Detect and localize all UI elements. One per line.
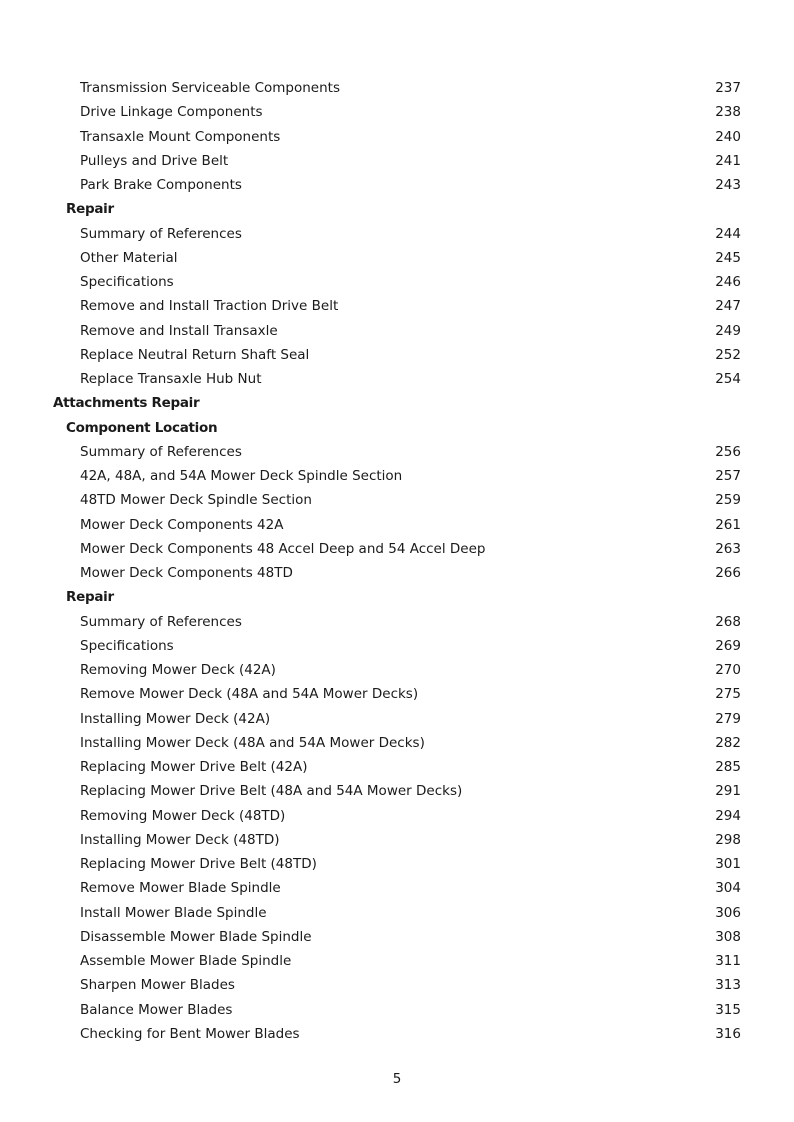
toc-entry-page-number: 282	[715, 734, 741, 751]
toc-entry-page-number: 316	[715, 1025, 741, 1042]
toc-subsection-heading[interactable]	[0, 197, 794, 221]
toc-entry-title: Transaxle Mount Components	[80, 128, 281, 145]
toc-entry-page-number: 291	[715, 783, 741, 800]
toc-entry-page-number: 240	[715, 128, 741, 145]
toc-entry-title: Summary of References	[80, 225, 242, 242]
toc-entry-title: Remove and Install Transaxle	[80, 322, 278, 339]
toc-entry-title: Balance Mower Blades	[80, 1001, 233, 1018]
toc-entry-page-number: 247	[715, 298, 741, 315]
toc-entry-title: Mower Deck Components 48TD	[80, 565, 293, 581]
toc-entry[interactable]	[0, 1022, 794, 1046]
toc-entry[interactable]	[0, 658, 794, 682]
toc-entry[interactable]	[0, 100, 794, 124]
toc-subsection-heading[interactable]	[0, 416, 794, 440]
toc-entry[interactable]	[0, 125, 794, 149]
toc-entry-page-number: 270	[715, 662, 741, 678]
toc-entry[interactable]	[0, 707, 794, 731]
toc-entry-page-number: 238	[715, 104, 741, 121]
toc-entry-title: Other Material	[80, 249, 178, 266]
toc-entry-title: Transmission Serviceable Components	[80, 80, 340, 96]
toc-entry[interactable]	[0, 488, 794, 512]
toc-entry[interactable]	[0, 270, 794, 294]
toc-entry-title: Replace Neutral Return Shaft Seal	[80, 346, 310, 363]
toc-entry-page-number: 244	[715, 225, 741, 242]
toc-entry-title: Specifications	[80, 637, 174, 654]
toc-entry-page-number: 311	[715, 953, 741, 969]
toc-entry[interactable]	[0, 367, 794, 391]
toc-entry[interactable]	[0, 76, 794, 100]
toc-entry-title: Mower Deck Components 42A	[80, 516, 284, 533]
toc-section-heading[interactable]	[0, 391, 794, 415]
toc-entry[interactable]	[0, 755, 794, 779]
toc-entry-page-number: 275	[715, 686, 741, 703]
toc-entry-title: Remove Mower Blade Spindle	[80, 880, 281, 897]
toc-entry[interactable]	[0, 901, 794, 925]
toc-entry-title: Assemble Mower Blade Spindle	[80, 953, 292, 969]
toc-entry-page-number: 263	[715, 540, 741, 557]
toc-entry-title: Repair	[66, 589, 114, 606]
toc-entry-title: Summary of References	[80, 443, 242, 460]
toc-entry-page-number: 249	[715, 322, 741, 339]
toc-entry[interactable]	[0, 828, 794, 852]
toc-entry[interactable]	[0, 513, 794, 537]
toc-entry-title: Attachments Repair	[53, 395, 200, 412]
toc-entry-title: Replacing Mower Drive Belt (48TD)	[80, 856, 317, 872]
toc-entry-page-number: 246	[715, 274, 741, 290]
toc-entry-page-number: 243	[715, 177, 741, 193]
toc-entry[interactable]	[0, 731, 794, 755]
toc-entry-page-number: 304	[715, 880, 741, 897]
toc-entry-page-number: 313	[715, 977, 741, 994]
toc-entry-title: Mower Deck Components 48 Accel Deep and 54 Accel Deep	[80, 540, 486, 557]
toc-entry[interactable]	[0, 561, 794, 585]
toc-entry-title: Summary of References	[80, 613, 242, 630]
toc-entry[interactable]	[0, 876, 794, 900]
toc-entry-page-number: 237	[715, 80, 741, 96]
toc-entry-page-number: 245	[715, 249, 741, 266]
toc-entry-title: Replace Transaxle Hub Nut	[80, 371, 262, 387]
toc-entry-title: Pulleys and Drive Belt	[80, 152, 229, 169]
toc-entry-page-number: 252	[715, 346, 741, 363]
page-number: 5	[392, 1071, 402, 1087]
toc-entry-title: Remove Mower Deck (48A and 54A Mower Decks)	[80, 686, 419, 703]
toc-entry-page-number: 266	[715, 565, 741, 581]
toc-entry-page-number: 254	[715, 371, 741, 387]
toc-entry-title: Install Mower Blade Spindle	[80, 904, 267, 921]
toc-entry[interactable]	[0, 925, 794, 949]
toc-entry-title: Replacing Mower Drive Belt (42A)	[80, 759, 308, 775]
toc-entry-title: Sharpen Mower Blades	[80, 977, 235, 994]
toc-entry[interactable]	[0, 779, 794, 803]
toc-entry[interactable]	[0, 343, 794, 367]
toc-entry[interactable]	[0, 998, 794, 1022]
toc-entry[interactable]	[0, 852, 794, 876]
toc-entry-page-number: 279	[715, 710, 741, 727]
toc-entry-title: Installing Mower Deck (48TD)	[80, 831, 280, 848]
table-of-contents	[0, 76, 794, 1046]
toc-entry-title: 48TD Mower Deck Spindle Section	[80, 492, 312, 509]
toc-entry-title: Repair	[66, 201, 114, 218]
toc-entry-page-number: 259	[715, 492, 741, 509]
toc-entry-title: Specifications	[80, 274, 174, 290]
toc-entry-page-number: 315	[715, 1001, 741, 1018]
toc-entry-title: Checking for Bent Mower Blades	[80, 1025, 300, 1042]
toc-entry-page-number: 241	[715, 152, 741, 169]
toc-entry-title: Removing Mower Deck (48TD)	[80, 807, 286, 824]
toc-entry[interactable]	[0, 440, 794, 464]
toc-entry[interactable]	[0, 949, 794, 973]
toc-entry-title: 42A, 48A, and 54A Mower Deck Spindle Section	[80, 468, 403, 484]
toc-entry-page-number: 261	[715, 516, 741, 533]
toc-entry-page-number: 256	[715, 443, 741, 460]
toc-entry-page-number: 268	[715, 613, 741, 630]
toc-entry[interactable]	[0, 537, 794, 561]
toc-entry-page-number: 257	[715, 468, 741, 484]
toc-entry[interactable]	[0, 319, 794, 343]
toc-entry[interactable]	[0, 804, 794, 828]
toc-entry-page-number: 301	[715, 856, 741, 872]
toc-entry-title: Installing Mower Deck (42A)	[80, 710, 271, 727]
toc-entry-title: Park Brake Components	[80, 177, 242, 193]
toc-entry[interactable]	[0, 610, 794, 634]
toc-entry[interactable]	[0, 149, 794, 173]
toc-entry-title: Component Location	[66, 419, 218, 436]
toc-subsection-heading[interactable]	[0, 585, 794, 609]
toc-entry[interactable]	[0, 464, 794, 488]
toc-entry-title: Disassemble Mower Blade Spindle	[80, 928, 312, 945]
toc-entry-page-number: 308	[715, 928, 741, 945]
toc-entry-page-number: 285	[715, 759, 741, 775]
toc-entry-page-number: 269	[715, 637, 741, 654]
toc-entry-title: Installing Mower Deck (48A and 54A Mower Decks)	[80, 734, 425, 751]
toc-entry-page-number: 306	[715, 904, 741, 921]
toc-entry-title: Drive Linkage Components	[80, 104, 263, 121]
toc-entry-page-number: 298	[715, 831, 741, 848]
toc-entry[interactable]	[0, 973, 794, 997]
toc-entry[interactable]	[0, 173, 794, 197]
toc-entry-title: Removing Mower Deck (42A)	[80, 662, 276, 678]
toc-entry-page-number: 294	[715, 807, 741, 824]
toc-entry-title: Remove and Install Traction Drive Belt	[80, 298, 339, 315]
toc-entry-title: Replacing Mower Drive Belt (48A and 54A Mower Decks)	[80, 783, 463, 800]
toc-entry[interactable]	[0, 246, 794, 270]
toc-entry[interactable]	[0, 294, 794, 318]
toc-entry[interactable]	[0, 682, 794, 706]
toc-entry[interactable]	[0, 634, 794, 658]
toc-entry[interactable]	[0, 222, 794, 246]
